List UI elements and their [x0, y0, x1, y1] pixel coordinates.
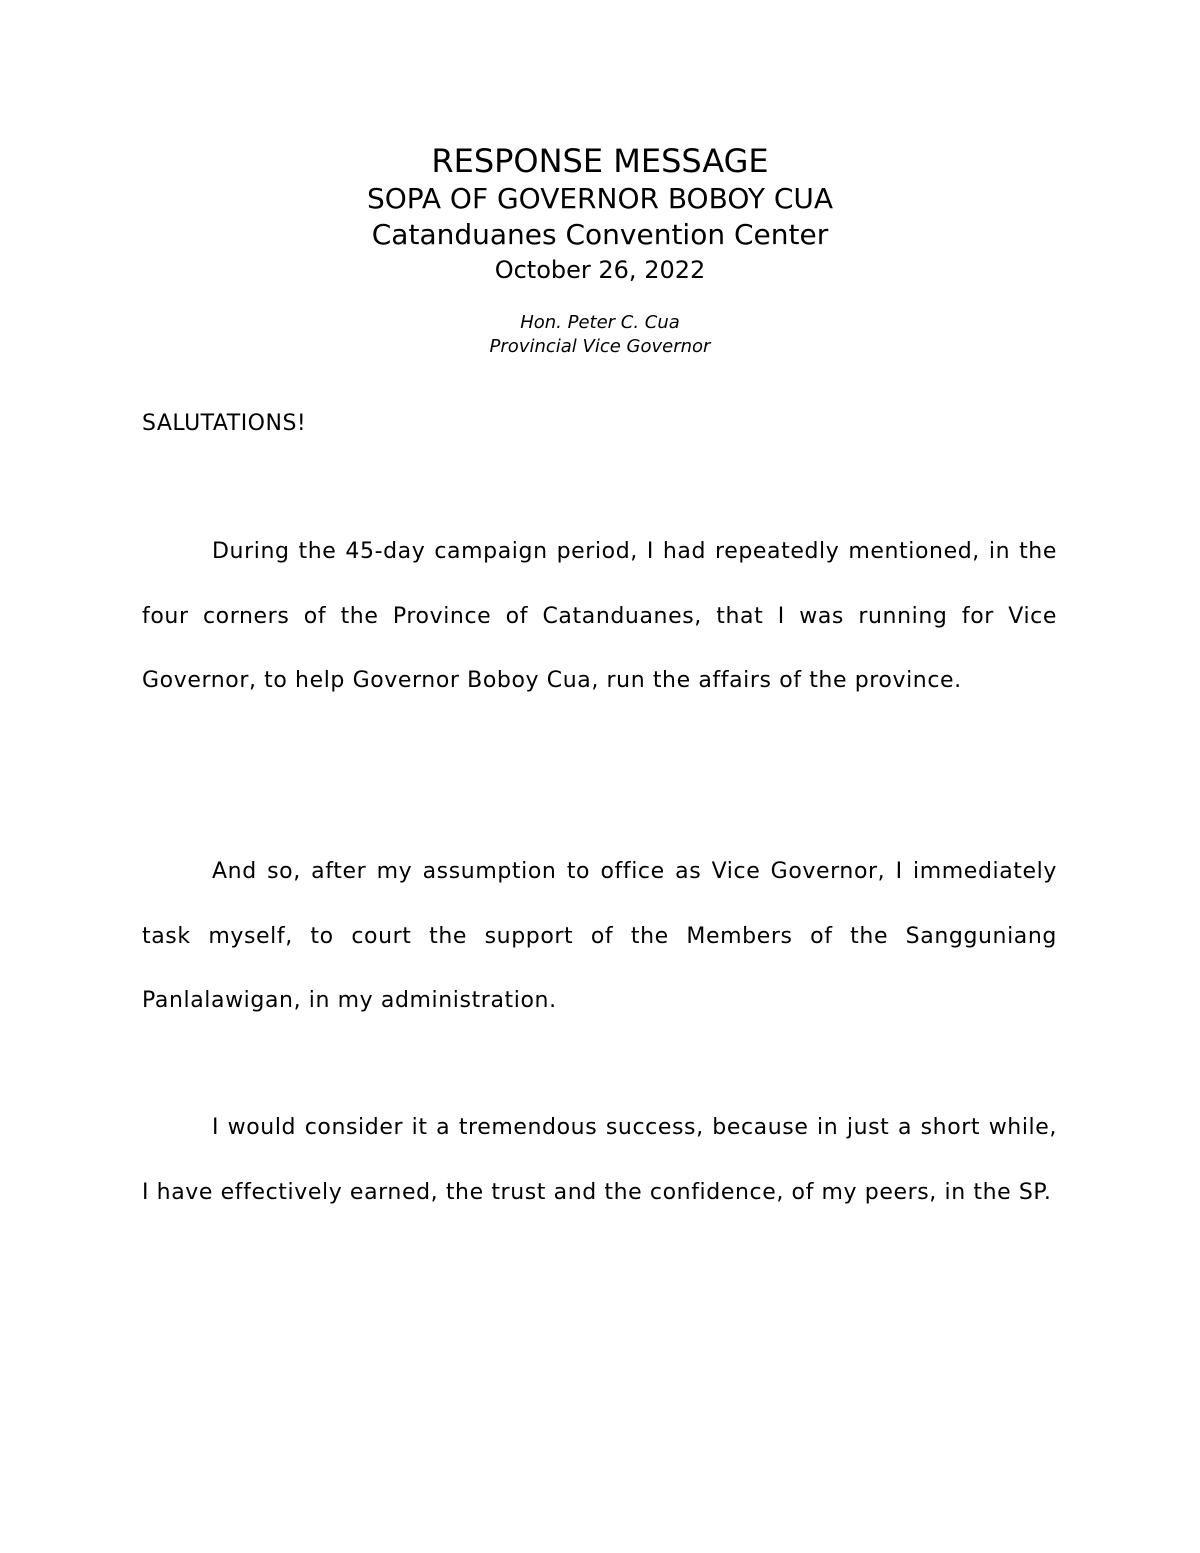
- event-date: October 26, 2022: [494, 256, 706, 284]
- body-paragraph: And so, after my assumption to office as Vice Governor, I immediately task myself, to court the support of the Members of the Sangguniang Panlalawigan, in my administration.: [142, 859, 1057, 1013]
- salutation: SALUTATIONS!: [142, 411, 307, 436]
- author-name: Hon. Peter C. Cua: [520, 312, 680, 333]
- document-subtitle: SOPA OF GOVERNOR BOBOY CUA: [366, 182, 834, 215]
- body-paragraph: During the 45-day campaign period, I had repeatedly mentioned, in the four corners of the Province of Catanduanes, that I was running for Vice Governor, to help Governor Boboy Cua, run the affairs of the province.: [142, 539, 1057, 693]
- body-paragraph: I would consider it a tremendous success, because in just a short while, I have effectively earned, the trust and the confidence, of my peers, in the SP.: [142, 1115, 1057, 1205]
- document-header: [0, 141, 1200, 287]
- document-title: RESPONSE MESSAGE: [431, 142, 769, 180]
- author-position: Provincial Vice Governor: [489, 336, 711, 357]
- event-venue: Catanduanes Convention Center: [371, 218, 829, 251]
- author-block: [0, 311, 1200, 359]
